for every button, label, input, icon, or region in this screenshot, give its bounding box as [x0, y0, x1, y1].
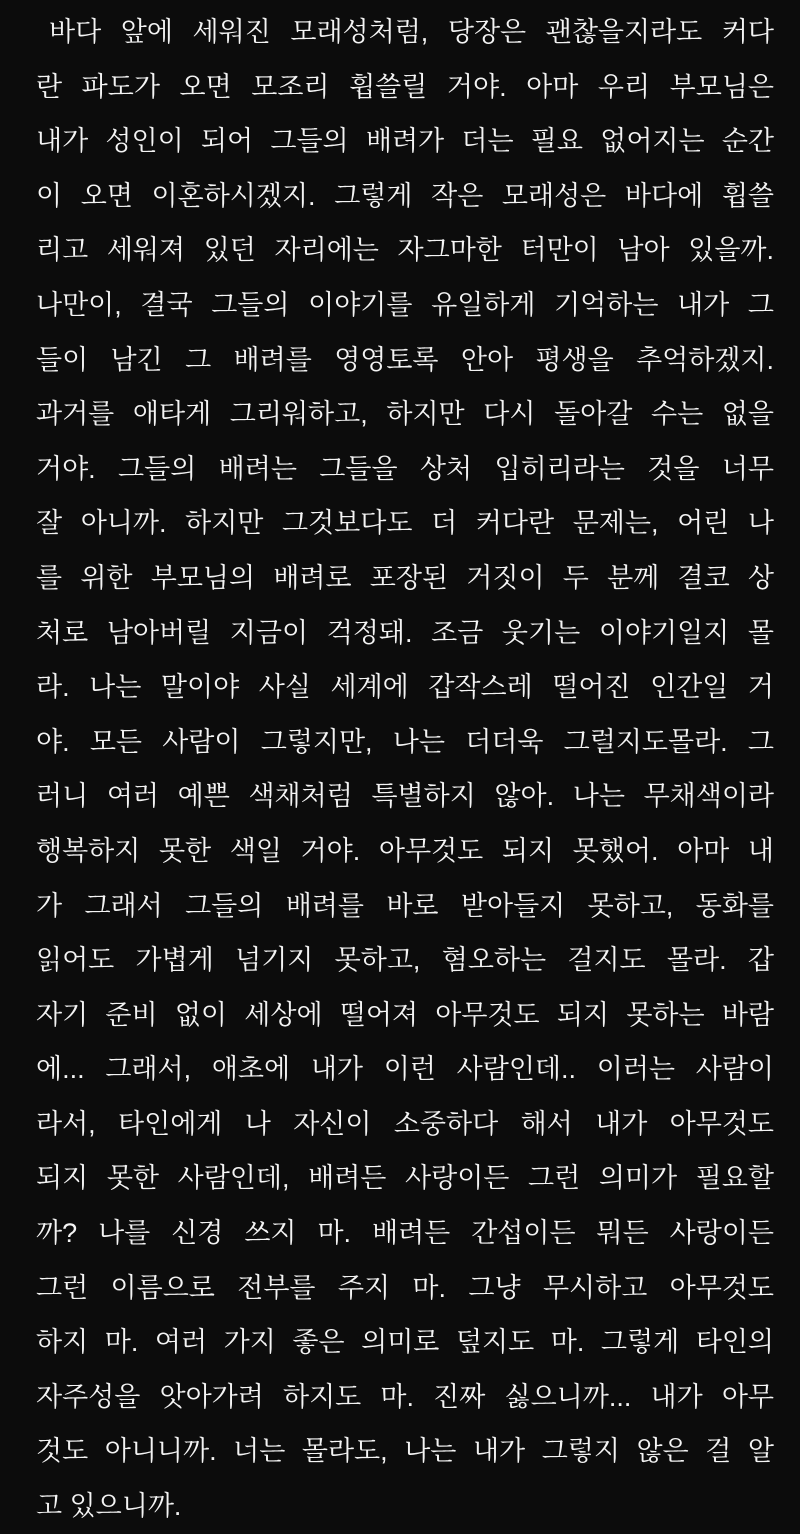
text-line: 하지 마. 여러 가지 좋은 의미로 덮지도 마. 그렇게 타인의	[36, 1327, 774, 1358]
text-line: 이 오면 이혼하시겠지. 그렇게 작은 모래성은 바다에 휩쓸	[36, 180, 774, 211]
text-line: 자주성을 앗아가려 하지도 마. 진짜 싫으니까... 내가 아무	[36, 1381, 774, 1412]
text-line: 란 파도가 오면 모조리 휩쓸릴 거야. 아마 우리 부모님은	[36, 71, 774, 102]
text-line: 행복하지 못한 색일 거야. 아무것도 되지 못했어. 아마 내	[36, 835, 774, 866]
text-line: 라. 나는 말이야 사실 세계에 갑작스레 떨어진 인간일 거	[36, 672, 774, 703]
text-line: 거야. 그들의 배려는 그들을 상처 입히리라는 것을 너무	[36, 453, 774, 484]
text-line: 야. 모든 사람이 그렇지만, 나는 더더욱 그럴지도몰라. 그	[36, 726, 774, 757]
text-line: 처로 남아버릴 지금이 걱정돼. 조금 웃기는 이야기일지 몰	[36, 617, 774, 648]
text-line: 를 위한 부모님의 배려로 포장된 거짓이 두 분께 결코 상	[36, 562, 774, 593]
text-line: 까? 나를 신경 쓰지 마. 배려든 간섭이든 뭐든 사랑이든	[36, 1218, 774, 1249]
text-line: 바다 앞에 세워진 모래성처럼, 당장은 괜찮을지라도 커다	[49, 17, 774, 47]
text-line: 러니 여러 예쁜 색채처럼 특별하지 않아. 나는 무채색이라	[36, 781, 774, 812]
text-line: 나만이, 결국 그들의 이야기를 유일하게 기억하는 내가 그	[36, 289, 774, 320]
text-line: 것도 아니니까. 너는 몰라도, 나는 내가 그렇지 않은 걸 알	[36, 1436, 774, 1467]
text-line: 그런 이름으로 전부를 주지 마. 그냥 무시하고 아무것도	[36, 1272, 774, 1303]
text-line: 고 있으니까.	[36, 1491, 182, 1522]
text-line: 과거를 애타게 그리워하고, 하지만 다시 돌아갈 수는 없을	[36, 399, 774, 430]
text-line: 자기 준비 없이 세상에 떨어져 아무것도 되지 못하는 바람	[36, 999, 774, 1030]
text-line: 되지 못한 사람인데, 배려든 사랑이든 그런 의미가 필요할	[36, 1163, 774, 1194]
text-line: 읽어도 가볍게 넘기지 못하고, 혐오하는 걸지도 몰라. 갑	[36, 945, 774, 976]
text-line: 잘 아니까. 하지만 그것보다도 더 커다란 문제는, 어린 나	[36, 508, 774, 539]
text-line: 내가 성인이 되어 그들의 배려가 더는 필요 없어지는 순간	[36, 126, 774, 157]
text-line: 들이 남긴 그 배려를 영영토록 안아 평생을 추억하겠지.	[36, 344, 774, 375]
text-line: 라서, 타인에게 나 자신이 소중하다 해서 내가 아무것도	[36, 1108, 774, 1139]
text-line: 에... 그래서, 애초에 내가 이런 사람인데.. 이러는 사람이	[36, 1054, 774, 1085]
text-line: 리고 세워져 있던 자리에는 자그마한 터만이 남아 있을까.	[36, 235, 774, 266]
text-line: 가 그래서 그들의 배려를 바로 받아들지 못하고, 동화를	[36, 890, 774, 921]
